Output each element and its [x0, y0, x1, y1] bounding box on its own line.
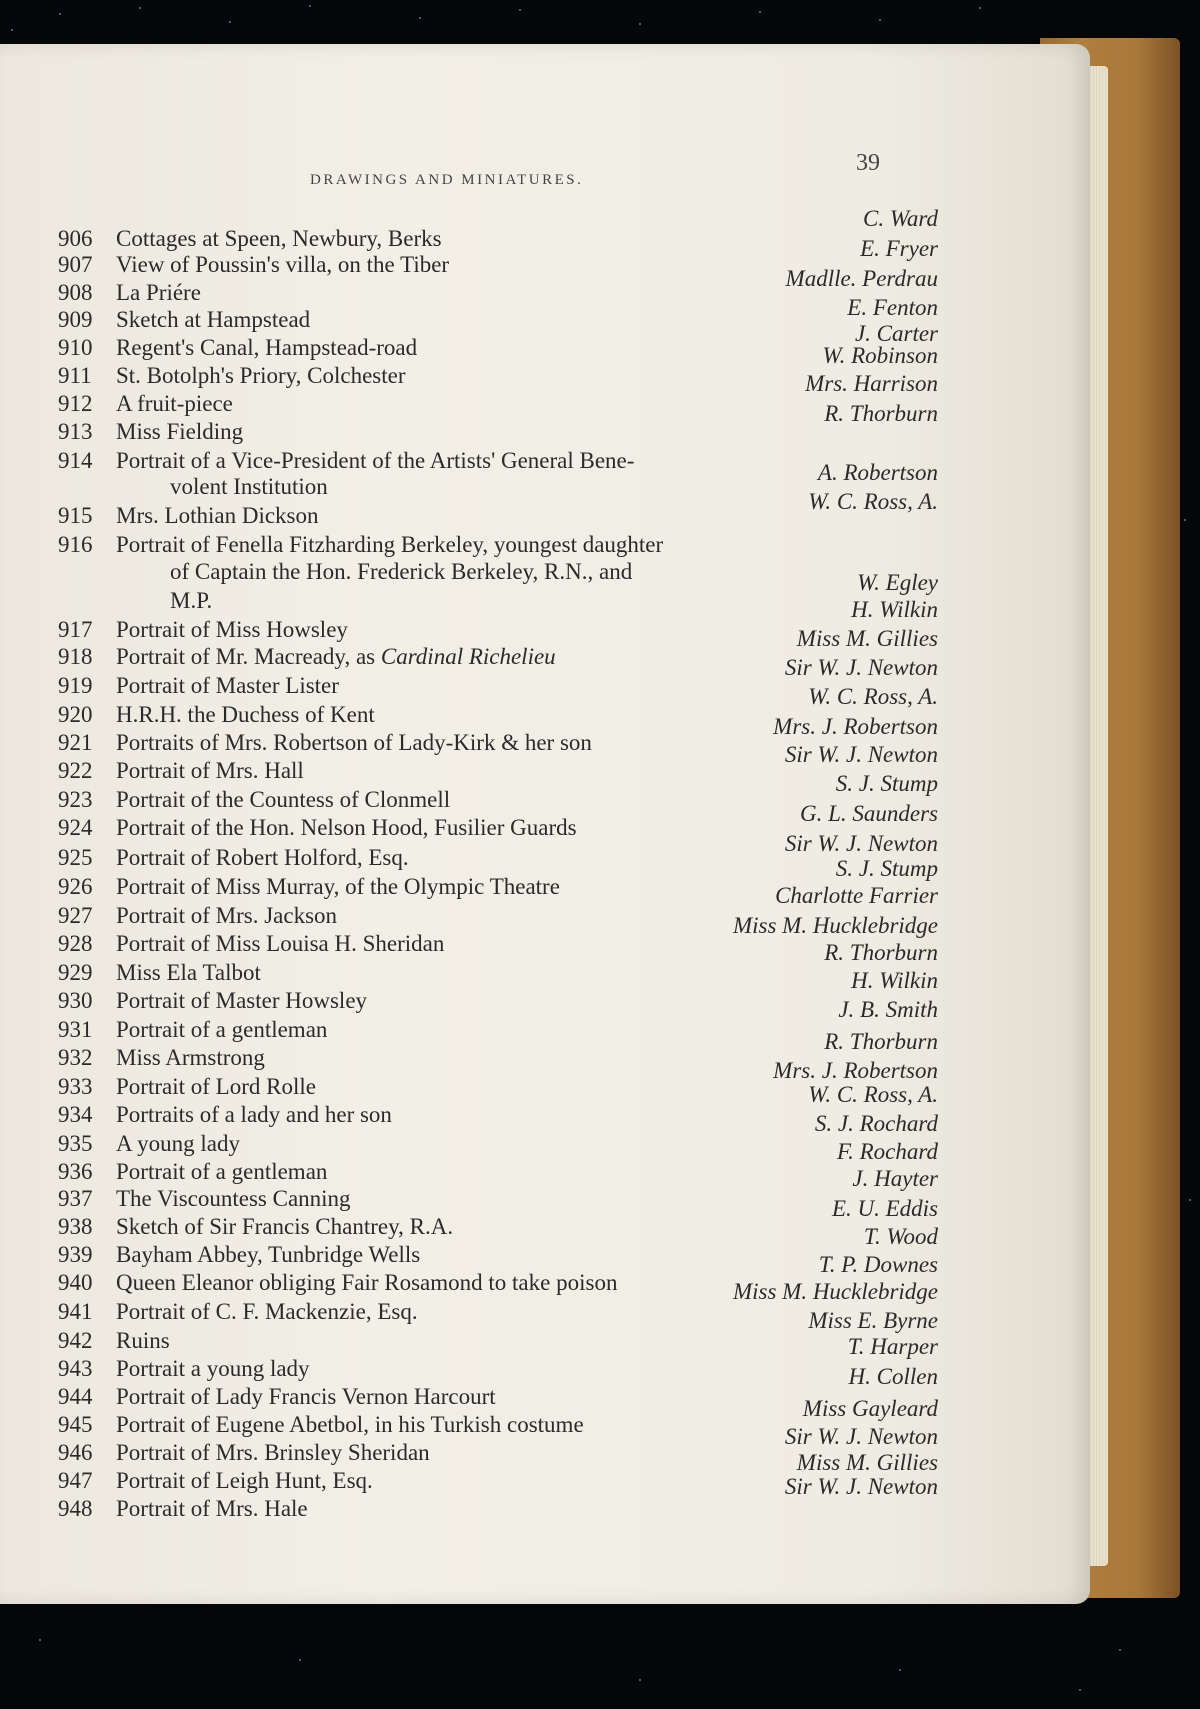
entry-title: Portrait of Fenella Fitzharding Berkeley, youngest daughter [116, 532, 664, 557]
entry-number: 922 [58, 758, 93, 783]
entry-artist: H. Collen [848, 1364, 938, 1389]
entry-title: Portraits of Mrs. Robertson of Lady-Kirk & her son [116, 730, 592, 755]
entry-title-continuation: volent Institution [170, 474, 328, 499]
list-item [58, 321, 938, 363]
list-item [58, 489, 938, 531]
entry-artist: Sir W. J. Newton [784, 1474, 938, 1499]
entry-title: La Priére [116, 280, 201, 305]
entry-number: 942 [58, 1328, 93, 1353]
entry-number: 947 [58, 1468, 93, 1493]
entry-number: 907 [58, 252, 93, 277]
entry-artist: Sir W. J. Newton [784, 831, 938, 856]
entry-artist: A. Robertson [817, 460, 938, 485]
entry-title-italic: Cardinal Richelieu [380, 644, 556, 669]
entry-number: 948 [58, 1496, 93, 1521]
entry-artist: Miss Gayleard [802, 1396, 938, 1421]
entry-artist: C. Ward [863, 206, 938, 231]
entry-artist: J. B. Smith [838, 997, 938, 1022]
entry-number: 908 [58, 280, 93, 305]
list-item [58, 206, 938, 254]
page-number: 39 [856, 150, 880, 176]
entry-title: Bayham Abbey, Tunbridge Wells [116, 1242, 421, 1267]
entry-artist: Miss M. Hucklebridge [732, 913, 938, 938]
entry-title: Portrait a young lady [116, 1356, 310, 1381]
entry-artist: T. Harper [847, 1334, 938, 1359]
entry-title [116, 644, 856, 670]
entry-artist: E. U. Eddis [831, 1196, 938, 1221]
entry-number: 933 [58, 1074, 93, 1099]
entry-title: Portrait of Mrs. Jackson [116, 903, 338, 928]
entry-title: Portrait of Leigh Hunt, Esq. [116, 1468, 373, 1493]
entry-artist: Miss E. Byrne [808, 1308, 938, 1333]
entry-title: St. Botolph's Priory, Colchester [116, 363, 406, 388]
entry-title: Cottages at Speen, Newbury, Berks [116, 226, 442, 251]
entry-title: Sketch at Hampstead [116, 307, 311, 332]
entry-artist: W. C. Ross, A. [808, 1082, 938, 1107]
entry-title: Portrait of Miss Howsley [116, 617, 348, 642]
entry-number: 923 [58, 787, 93, 812]
entry-artist: W. C. Ross, A. [808, 489, 938, 514]
entry-artist: R. Thorburn [824, 401, 938, 426]
entry-title: Portrait of Mrs. Hall [116, 758, 304, 783]
entry-title: Portrait of Mrs. Hale [116, 1496, 308, 1521]
entry-title: Portrait of Lord Rolle [116, 1074, 316, 1099]
entry-title: Sketch of Sir Francis Chantrey, R.A. [116, 1214, 454, 1239]
entry-number: 937 [58, 1186, 93, 1211]
entry-number: 945 [58, 1412, 93, 1437]
entry-artist: R. Thorburn [824, 1029, 938, 1054]
entry-artist: Sir W. J. Newton [784, 742, 938, 767]
entry-artist: S. J. Rochard [814, 1111, 938, 1136]
entry-artist: H. Wilkin [851, 968, 938, 993]
entry-number: 915 [58, 503, 93, 528]
entry-number: 936 [58, 1159, 93, 1184]
entry-number: 912 [58, 391, 93, 416]
entry-number: 918 [58, 644, 93, 669]
entry-number: 932 [58, 1045, 93, 1070]
entry-title: Portrait of the Hon. Nelson Hood, Fusilier Guards [116, 815, 577, 840]
entry-title: Portrait of Miss Murray, of the Olympic Theatre [116, 874, 560, 899]
entry-number: 913 [58, 419, 93, 444]
entry-artist: Mrs. J. Robertson [773, 714, 938, 739]
entry-title: The Viscountess Canning [116, 1186, 351, 1211]
entry-title: Portrait of Lady Francis Vernon Harcourt [116, 1384, 496, 1409]
entry-title: Portraits of a lady and her son [116, 1102, 392, 1127]
entry-artist: W. Robinson [822, 343, 938, 368]
entry-title: View of Poussin's villa, on the Tiber [116, 252, 450, 277]
entry-artist: Mrs. Harrison [805, 371, 938, 396]
entry-title: Portrait of Mrs. Brinsley Sheridan [116, 1440, 430, 1465]
entry-title: H.R.H. the Duchess of Kent [116, 702, 375, 727]
entry-number: 944 [58, 1384, 93, 1409]
entry-number: 939 [58, 1242, 93, 1267]
entry-title: Portrait of Miss Louisa H. Sheridan [116, 931, 445, 956]
entry-number: 938 [58, 1214, 93, 1239]
entry-title: Portrait of Eugene Abetbol, in his Turkish costume [116, 1412, 584, 1437]
entry-artist: T. Wood [863, 1224, 938, 1249]
entry-artist: F. Rochard [837, 1139, 938, 1164]
entry-title: Mrs. Lothian Dickson [116, 503, 319, 528]
entry-artist: H. Wilkin [851, 597, 938, 622]
entry-artist: E. Fryer [860, 236, 938, 261]
entry-number: 909 [58, 307, 93, 332]
entry-title: Portrait of a gentleman [116, 1159, 328, 1184]
entry-title-continuation: of Captain the Hon. Frederick Berkeley, R.N., and [170, 559, 633, 584]
entry-number: 911 [58, 363, 92, 388]
list-item [58, 1058, 938, 1102]
entry-number: 931 [58, 1017, 93, 1042]
entry-artist: R. Thorburn [824, 940, 938, 965]
entry-title: Ruins [116, 1328, 170, 1353]
entry-number: 940 [58, 1270, 93, 1295]
entry-artist: Miss M. Gillies [796, 1450, 938, 1475]
entry-number: 946 [58, 1440, 93, 1465]
entry-artist: Miss M. Gillies [796, 626, 938, 651]
entry-title: Portrait of a Vice-President of the Artists' General Bene- [116, 448, 635, 473]
entry-number: 927 [58, 903, 93, 928]
entry-number: 914 [58, 448, 93, 473]
list-item-continuation [58, 559, 918, 587]
entry-number: 935 [58, 1131, 93, 1156]
entry-number: 906 [58, 226, 93, 251]
entry-artist: W. C. Ross, A. [808, 684, 938, 709]
entry-artist: Charlotte Farrier [775, 883, 938, 908]
entry-title: Regent's Canal, Hampstead-road [116, 335, 418, 360]
entry-number: 941 [58, 1299, 93, 1324]
entry-number: 925 [58, 845, 93, 870]
entry-number: 917 [58, 617, 93, 642]
entry-title: Miss Fielding [116, 419, 244, 444]
entry-number: 934 [58, 1102, 93, 1127]
entry-artist: T. P. Downes [818, 1252, 938, 1277]
entry-title: Queen Eleanor obliging Fair Rosamond to take poison [116, 1270, 618, 1295]
entry-title: Portrait of the Countess of Clonmell [116, 787, 451, 812]
entry-artist: Mrs. J. Robertson [773, 1058, 938, 1083]
entry-artist: Madlle. Perdrau [785, 266, 938, 291]
running-head: DRAWINGS AND MINIATURES. [310, 172, 584, 188]
entry-artist: G. L. Saunders [799, 801, 938, 826]
entry-artist: W. Egley [857, 570, 938, 595]
entry-title-continuation: M.P. [170, 588, 213, 613]
entry-artist: Sir W. J. Newton [784, 1424, 938, 1449]
list-item [58, 448, 918, 476]
entry-artist: J. Hayter [852, 1166, 938, 1191]
entry-number: 924 [58, 815, 93, 840]
entry-artist: Sir W. J. Newton [784, 655, 938, 680]
entry-number: 919 [58, 673, 93, 698]
list-item [58, 532, 918, 560]
entry-title: Miss Armstrong [116, 1045, 265, 1070]
entry-artist: J. Carter [854, 321, 938, 346]
entry-artist: S. J. Stump [835, 771, 938, 796]
entry-number: 926 [58, 874, 93, 899]
entry-title: Portrait of Master Howsley [116, 988, 368, 1013]
entry-number: 921 [58, 730, 93, 755]
entry-number: 910 [58, 335, 93, 360]
entry-number: 920 [58, 702, 93, 727]
entry-title: Portrait of Robert Holford, Esq. [116, 845, 409, 870]
entry-title: Portrait of Master Lister [116, 673, 339, 698]
entry-title: Miss Ela Talbot [116, 960, 261, 985]
entry-artist: S. J. Stump [835, 856, 938, 881]
entry-number: 928 [58, 931, 93, 956]
entry-title: Portrait of C. F. Mackenzie, Esq. [116, 1299, 418, 1324]
list-item [58, 831, 938, 873]
entry-title: A young lady [116, 1131, 240, 1156]
entry-artist: Miss M. Hucklebridge [732, 1279, 938, 1304]
entry-title-roman: Portrait of Mr. Macready, as [116, 644, 376, 669]
entry-number: 916 [58, 532, 93, 557]
entry-title: A fruit-piece [116, 391, 233, 416]
entry-number: 929 [58, 960, 93, 985]
entry-title: Portrait of a gentleman [116, 1017, 328, 1042]
entry-number: 943 [58, 1356, 93, 1381]
entry-artist: E. Fenton [847, 295, 938, 320]
entry-number: 930 [58, 988, 93, 1013]
